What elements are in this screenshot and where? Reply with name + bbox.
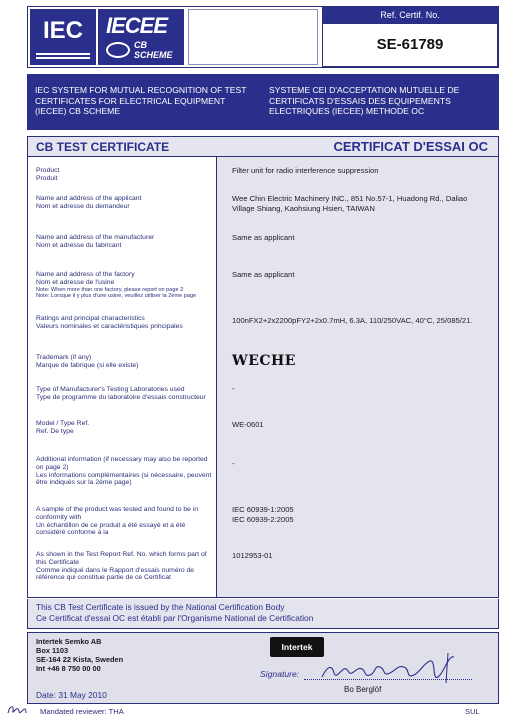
signer-name: Bo Berglöf <box>344 685 382 694</box>
row-manufacturer-value: Same as applicant <box>232 233 295 242</box>
label-en: A sample of the product was tested and found to be in conformity with <box>36 506 199 521</box>
label-fr: Comme indiqué dans le Rapport d'essais numéro de référence qui constitue partie de ce Certificat <box>36 566 195 582</box>
title-english: CB TEST CERTIFICATE <box>36 140 170 154</box>
row-model-value: WE-0601 <box>232 420 264 429</box>
certificate-page <box>27 6 499 704</box>
label-en: Name and address of the applicant <box>36 195 142 202</box>
issuer-address <box>36 637 123 673</box>
row-product-value: Filter unit for radio interference suppression <box>232 166 379 175</box>
signature-label: Signature: <box>260 669 300 679</box>
label-fr: Les informations complémentaires (si nécessaire, peuvent être indiqués sur la 2ème page) <box>36 471 212 487</box>
issuer-footer <box>27 632 499 704</box>
label-fr: Produit <box>36 174 58 182</box>
iec-logo <box>30 9 96 65</box>
row-testing-lab-value: - <box>232 384 235 393</box>
row-ratings-value: 100nFX2+2x2200pFY2+2x0.7mH, 6.3A, 110/250VAC, 40°C, 25/085/21. <box>232 316 473 325</box>
sul-code: SUL <box>465 707 480 716</box>
header-blank-box <box>188 9 318 65</box>
label-en: Product <box>36 167 60 174</box>
label-en: Type of Manufacturer's Testing Laboratories used <box>36 386 185 393</box>
label-fr: Nom et adresse du demandeur <box>36 202 130 210</box>
label-en: Name and address of the manufacturer <box>36 234 155 241</box>
label-en: Ratings and principal characteristics <box>36 315 145 322</box>
header <box>27 6 499 68</box>
row-manufacturer-label <box>36 234 212 250</box>
row-test-report-label <box>36 551 212 582</box>
label-fr: Marque de fabrique (si elle existe) <box>36 361 139 369</box>
row-additional-info-label <box>36 456 212 487</box>
certificate-table <box>27 136 499 598</box>
label-fr: Ref. De type <box>36 427 74 435</box>
issuer-phone: Int +46 8 750 00 00 <box>36 664 101 673</box>
iec-logo-text: IEC <box>42 17 83 44</box>
row-model-label <box>36 420 212 436</box>
issue-date: Date: 31 May 2010 <box>36 690 107 700</box>
note-en: Note: When more than one factory, please report on page 2 <box>36 286 184 293</box>
intertek-logo: Intertek <box>270 637 324 657</box>
label-en: Additional information (if necessary may also be reported on page 2) <box>36 456 208 471</box>
row-conformity-value: IEC 60939-1:2005 IEC 60939-2:2005 <box>232 505 294 524</box>
iecee-cb-logo <box>98 9 184 65</box>
cb-logo-line1: CB <box>134 40 147 50</box>
row-factory-value: Same as applicant <box>232 270 295 279</box>
row-trademark-label <box>36 354 212 370</box>
label-fr: Un échantillon de ce produit a été essayé et a été considéré conforme à la <box>36 521 186 537</box>
row-test-report-value: 1012953-01 <box>232 551 273 560</box>
system-band-english: IEC SYSTEM FOR MUTUAL RECOGNITION OF TEST CERTIFICATES FOR ELECTRICAL EQUIPMENT (IECEE) CB SCHEME <box>35 85 247 116</box>
row-product-label <box>36 167 212 183</box>
row-applicant-value: Wee Chin Electric Machinery INC., 851 No.57-1, Huadong Rd., Daliao Village Shiang, Kaohsiung Hsien, TAIWAN <box>232 194 468 213</box>
ref-certif-box <box>322 7 498 67</box>
cb-swoosh-icon <box>106 42 130 58</box>
row-factory-label <box>36 271 212 299</box>
statement-english: This CB Test Certificate is issued by the National Certification Body <box>36 602 285 612</box>
row-ratings-label <box>36 315 212 331</box>
system-band <box>27 74 499 130</box>
issuer-org: Intertek Semko AB <box>36 637 102 646</box>
cb-logo-line2: SCHEME <box>134 50 173 60</box>
ref-certif-label: Ref. Certif. No. <box>322 7 498 23</box>
issuer-city: SE-164 22 Kista, Sweden <box>36 655 124 664</box>
label-fr: Nom et adresse de l'usine <box>36 278 115 286</box>
mandated-reviewer: Mandated reviewer: THA <box>40 707 124 716</box>
ref-certif-number: SE-61789 <box>322 23 498 67</box>
label-fr: Valeurs nominales et caractéristiques principales <box>36 322 183 330</box>
issuing-statement <box>27 599 499 629</box>
title-french: CERTIFICAT D'ESSAI OC <box>333 139 488 154</box>
statement-french: Ce Certificat d'essai OC est établi par l'Organisme National de Certification <box>36 612 314 623</box>
values-column <box>216 157 498 597</box>
trademark-logo: WECHE <box>232 353 296 369</box>
system-band-french: SYSTEME CEI D'ACCEPTATION MUTUELLE DE CERTIFICATS D'ESSAIS DES EQUIPEMENTS ELECTRIQUES (IECEE) METHODE OC <box>269 85 460 116</box>
issuer-box: Box 1103 <box>36 646 69 655</box>
row-applicant-label <box>36 195 212 211</box>
note-fr: Note: Lorsque il y plus d'une usine, veuillez utiliser la 2ème page <box>36 293 197 299</box>
label-en: As shown in the Test Report Ref. No. which forms part of this Certificate <box>36 551 207 566</box>
label-fr: Type de programme du laboratoire d'essais constructeur <box>36 393 206 401</box>
label-en: Name and address of the factory <box>36 271 135 278</box>
label-en: Trademark (if any) <box>36 354 92 361</box>
row-conformity-label <box>36 506 212 537</box>
certificate-title-bar <box>28 137 498 157</box>
iecee-logo-text: IECEE <box>106 13 168 38</box>
iec-logo-bars <box>36 53 90 59</box>
row-testing-lab-label <box>36 386 212 402</box>
row-additional-info-value: - <box>232 459 235 468</box>
reviewer-initials-icon <box>6 703 28 717</box>
label-en: Model / Type Ref. <box>36 420 90 427</box>
signature-image <box>318 651 468 685</box>
label-fr: Nom et adresse du fabricant <box>36 241 122 249</box>
